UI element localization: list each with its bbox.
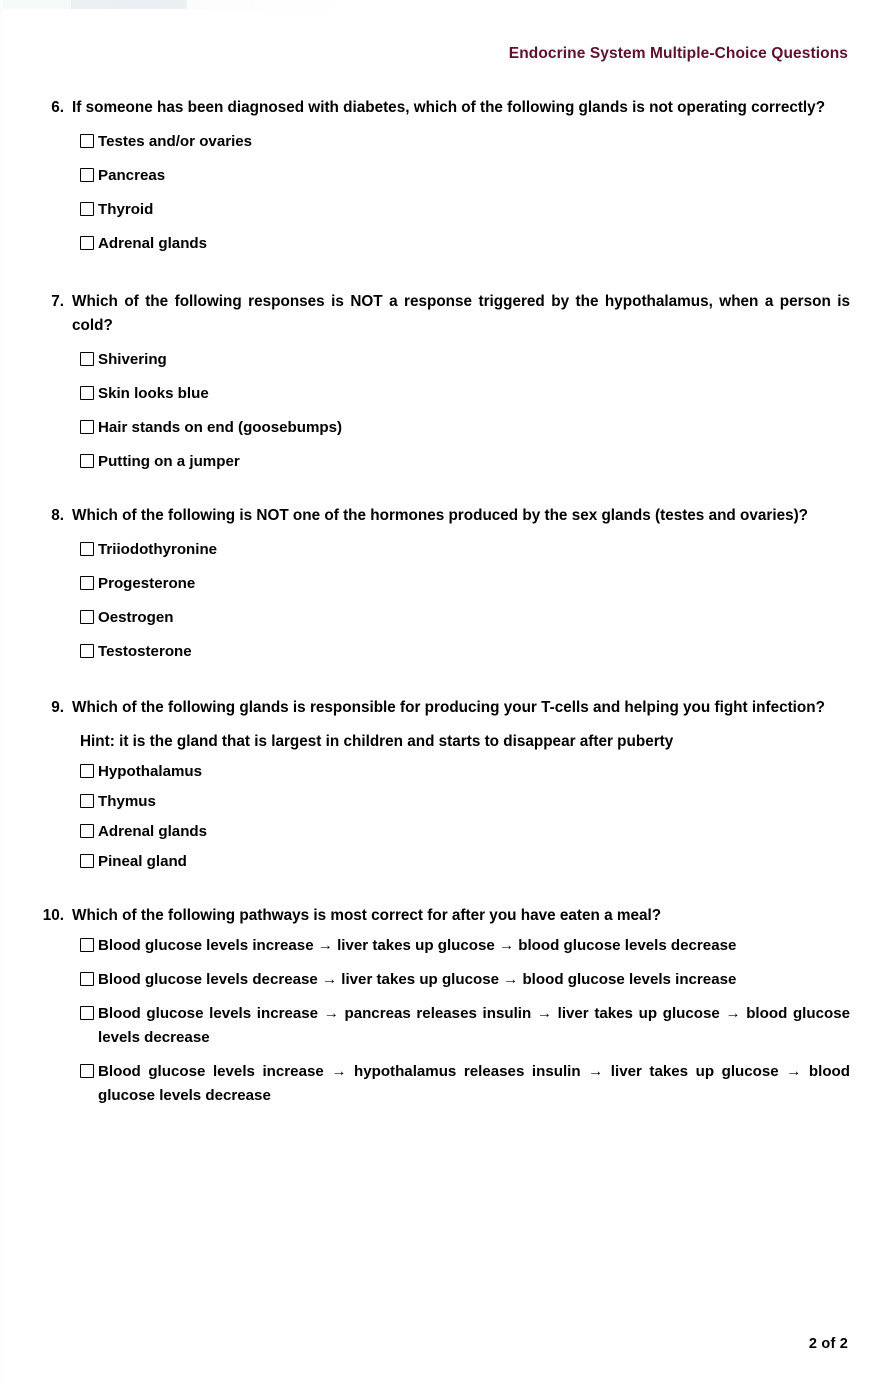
document-header-subject: Endocrine System <box>508 45 651 62</box>
option-row[interactable] <box>80 538 850 562</box>
option-label: Thymus <box>98 793 156 810</box>
option-label: Testosterone <box>98 643 192 660</box>
checkbox-icon[interactable] <box>80 202 94 216</box>
option-label: Pancreas <box>98 167 166 184</box>
option-label: Adrenal glands <box>98 823 208 840</box>
option-row[interactable] <box>80 820 850 844</box>
option-row[interactable] <box>80 1002 850 1050</box>
question-9-number: 9. <box>51 699 64 716</box>
question-10-options <box>80 934 850 1108</box>
question-6 <box>38 96 850 256</box>
option-label: Oestrogen <box>98 609 174 626</box>
option-label: Putting on a jumper <box>98 453 240 470</box>
question-6-options <box>80 130 850 256</box>
question-7 <box>38 290 850 474</box>
option-row[interactable] <box>80 348 850 372</box>
checkbox-icon[interactable] <box>80 168 94 182</box>
question-7-options <box>80 348 850 474</box>
question-8 <box>38 504 850 664</box>
option-row[interactable] <box>80 850 850 874</box>
option-label: Hair stands on end (goosebumps) <box>98 419 343 436</box>
question-10 <box>38 904 850 1108</box>
question-9-stem: Which of the following glands is responsible for producing your T-cells and helping you fight infection? <box>72 699 825 716</box>
question-8-stem: Which of the following is NOT one of the hormones produced by the sex glands (testes and ovaries)? <box>72 507 809 524</box>
checkbox-icon[interactable] <box>80 352 94 366</box>
question-8-heading <box>38 504 850 528</box>
question-9 <box>38 696 850 874</box>
checkbox-icon[interactable] <box>80 236 94 250</box>
option-label: Testes and/or ovaries <box>98 133 253 150</box>
option-label: Blood glucose levels increase → liver takes up glucose → blood glucose levels decrease <box>98 937 737 954</box>
question-7-number: 7. <box>51 293 64 310</box>
question-8-options <box>80 538 850 664</box>
questions-container <box>38 96 850 1118</box>
option-row[interactable] <box>80 416 850 440</box>
option-row[interactable] <box>80 232 850 256</box>
checkbox-icon[interactable] <box>80 938 94 952</box>
page-number-footer: 2 of 2 <box>808 1336 848 1352</box>
option-row[interactable] <box>80 968 850 992</box>
checkbox-icon[interactable] <box>80 824 94 838</box>
option-row[interactable] <box>80 572 850 596</box>
question-9-options <box>80 760 850 874</box>
checkbox-icon[interactable] <box>80 1006 94 1020</box>
checkbox-icon[interactable] <box>80 420 94 434</box>
option-row[interactable] <box>80 164 850 188</box>
option-row[interactable] <box>80 790 850 814</box>
option-row[interactable] <box>80 450 850 474</box>
question-6-number: 6. <box>51 99 64 116</box>
option-row[interactable] <box>80 1060 850 1108</box>
scan-edge-top-artifact <box>0 0 888 9</box>
option-row[interactable] <box>80 382 850 406</box>
question-6-stem: If someone has been diagnosed with diabetes, which of the following glands is not operating correctly? <box>72 99 826 116</box>
option-row[interactable] <box>80 934 850 958</box>
question-9-hint: Hint: it is the gland that is largest in children and starts to disappear after puberty <box>80 733 674 750</box>
checkbox-icon[interactable] <box>80 542 94 556</box>
checkbox-icon[interactable] <box>80 386 94 400</box>
option-label: Blood glucose levels increase → hypothalamus releases insulin → liver takes up glucose → blood glucose levels decrease <box>98 1063 850 1104</box>
checkbox-icon[interactable] <box>80 134 94 148</box>
question-10-number: 10. <box>42 907 64 924</box>
checkbox-icon[interactable] <box>80 454 94 468</box>
scan-edge-left-artifact <box>0 0 3 1384</box>
option-label: Blood glucose levels decrease → liver takes up glucose → blood glucose levels increase <box>98 971 737 988</box>
option-row[interactable] <box>80 640 850 664</box>
question-6-heading <box>38 96 850 120</box>
option-row[interactable] <box>80 130 850 154</box>
checkbox-icon[interactable] <box>80 644 94 658</box>
checkbox-icon[interactable] <box>80 610 94 624</box>
option-row[interactable] <box>80 198 850 222</box>
checkbox-icon[interactable] <box>80 854 94 868</box>
question-9-heading <box>38 696 850 720</box>
checkbox-icon[interactable] <box>80 764 94 778</box>
checkbox-icon[interactable] <box>80 972 94 986</box>
option-label: Shivering <box>98 351 167 368</box>
option-label: Skin looks blue <box>98 385 209 402</box>
document-header-title: Multiple-Choice Questions <box>650 45 848 62</box>
option-label: Pineal gland <box>98 853 187 870</box>
option-label: Thyroid <box>98 201 154 218</box>
checkbox-icon[interactable] <box>80 576 94 590</box>
option-label: Hypothalamus <box>98 763 202 780</box>
question-7-stem: Which of the following responses is NOT a response triggered by the hypothalamus, when a person is cold? <box>72 293 850 334</box>
option-row[interactable] <box>80 760 850 784</box>
checkbox-icon[interactable] <box>80 794 94 808</box>
option-label: Adrenal glands <box>98 235 208 252</box>
option-label: Progesterone <box>98 575 196 592</box>
question-10-heading <box>30 904 850 928</box>
option-label: Blood glucose levels increase → pancreas releases insulin → liver takes up glucose → blood glucose levels decrease <box>98 1005 850 1046</box>
option-label: Triiodothyronine <box>98 541 218 558</box>
question-7-heading <box>38 290 850 338</box>
question-10-stem: Which of the following pathways is most correct for after you have eaten a meal? <box>72 907 662 924</box>
option-row[interactable] <box>80 606 850 630</box>
document-header <box>509 45 848 63</box>
question-8-number: 8. <box>51 507 64 524</box>
checkbox-icon[interactable] <box>80 1064 94 1078</box>
